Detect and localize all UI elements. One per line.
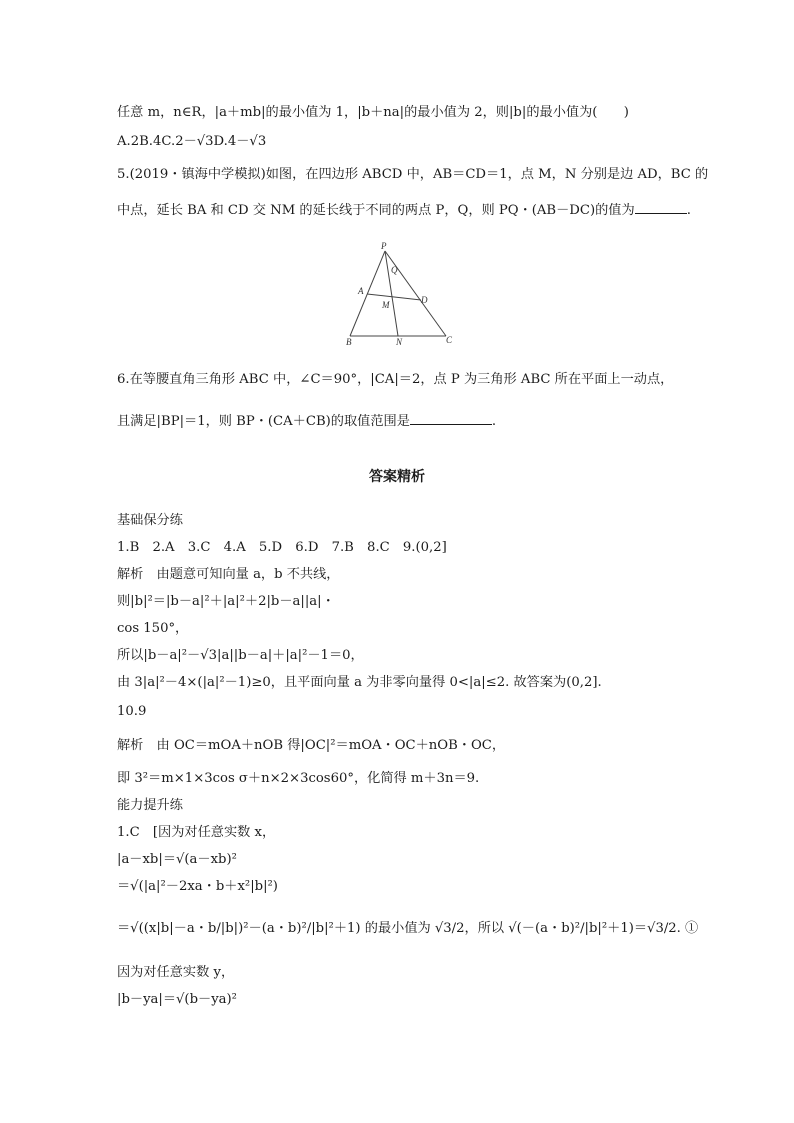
solution-line: ＝√((x|b|－a・b/|b|)²－(a・b)²/|b|²＋1) 的最小值为 √3/2，所以 √(－(a・b)²/|b|²＋1)＝√3/2. ① xyxy=(117,921,699,936)
segment-ad xyxy=(367,294,421,300)
label-n: N xyxy=(396,337,403,346)
problem6-line1: 6.在等腰直角三角形 ABC 中，∠C＝90°，|CA|＝2，点 P 为三角形 ABC 所在平面上一动点， xyxy=(117,372,674,387)
label-q: Q xyxy=(391,265,398,275)
solution-line: 则|b|²＝|b－a|²＋|a|²＋2|b－a||a|・ xyxy=(117,594,335,609)
label-d: D xyxy=(421,295,428,305)
solution-line: 解析 由题意可知向量 a，b 不共线， xyxy=(117,567,340,582)
problem5-line1: 5.(2019・镇海中学模拟)如图，在四边形 ABCD 中，AB＝CD＝1，点 M，N 分别是边 AD，BC 的 xyxy=(117,167,709,182)
solution-line: 10.9 xyxy=(117,704,147,719)
segment-pn xyxy=(385,251,398,336)
label-b: B xyxy=(346,337,352,346)
problem5-line2 xyxy=(117,201,691,220)
solution-line: 由 3|a|²－4×(|a|²－1)≥0，且平面向量 a 为非零向量得 0<|a|≤2. 故答案为(0,2]. xyxy=(117,675,602,690)
problem5-end: . xyxy=(686,203,691,218)
quadrilateral-figure xyxy=(338,240,458,346)
solution-line: |a－xb|＝√(a－xb)² xyxy=(117,852,237,867)
solution-line: |b－ya|＝√(b－ya)² xyxy=(117,992,237,1007)
segment-pb xyxy=(350,251,385,336)
answer-choices: 1.B 2.A 3.C 4.A 5.D 6.D 7.B 8.C 9.(0,2] xyxy=(117,540,447,555)
answers-heading: 答案精析 xyxy=(369,469,425,485)
solution-line: cos 150°， xyxy=(117,621,189,636)
segment-pc xyxy=(385,251,446,336)
answer-blank xyxy=(635,201,687,214)
solution-line: 解析 由 OC＝mOA＋nOB 得|OC|²＝mOA・OC＋nOB・OC， xyxy=(117,738,506,753)
solution-line: 1.C [因为对任意实数 x， xyxy=(117,825,276,840)
label-a: A xyxy=(358,286,364,296)
answer-blank xyxy=(410,412,492,425)
label-p: P xyxy=(381,241,387,251)
problem6-text: 且满足|BP|＝1，则 BP・(CA＋CB)的取值范围是 xyxy=(117,414,410,429)
section-basic: 基础保分练 xyxy=(117,513,183,528)
solution-line: ＝√(|a|²－2xa・b＋x²|b|²) xyxy=(117,879,278,894)
problem6-line2 xyxy=(117,412,496,431)
section-advanced: 能力提升练 xyxy=(117,798,183,813)
solution-line: 所以|b－a|²－√3|a||b－a|＋|a|²－1＝0， xyxy=(117,648,364,663)
problem5-text: 中点，延长 BA 和 CD 交 NM 的延长线于不同的两点 P，Q，则 PQ・(AB－DC)的值为 xyxy=(117,203,635,218)
label-c: C xyxy=(446,335,453,345)
label-m: M xyxy=(382,300,390,310)
problem6-end: . xyxy=(491,414,497,429)
problem4-line: 任意 m，n∈R，|a＋mb|的最小值为 1，|b＋na|的最小值为 2，则|b|的最小值为( ) xyxy=(117,105,629,120)
solution-line: 因为对任意实数 y， xyxy=(117,965,235,980)
problem4-options: A.2B.4C.2－√3D.4－√3 xyxy=(117,134,267,149)
solution-line: 即 3²＝m×1×3cos σ＋n×2×3cos60°，化简得 m＋3n＝9. xyxy=(117,771,480,786)
